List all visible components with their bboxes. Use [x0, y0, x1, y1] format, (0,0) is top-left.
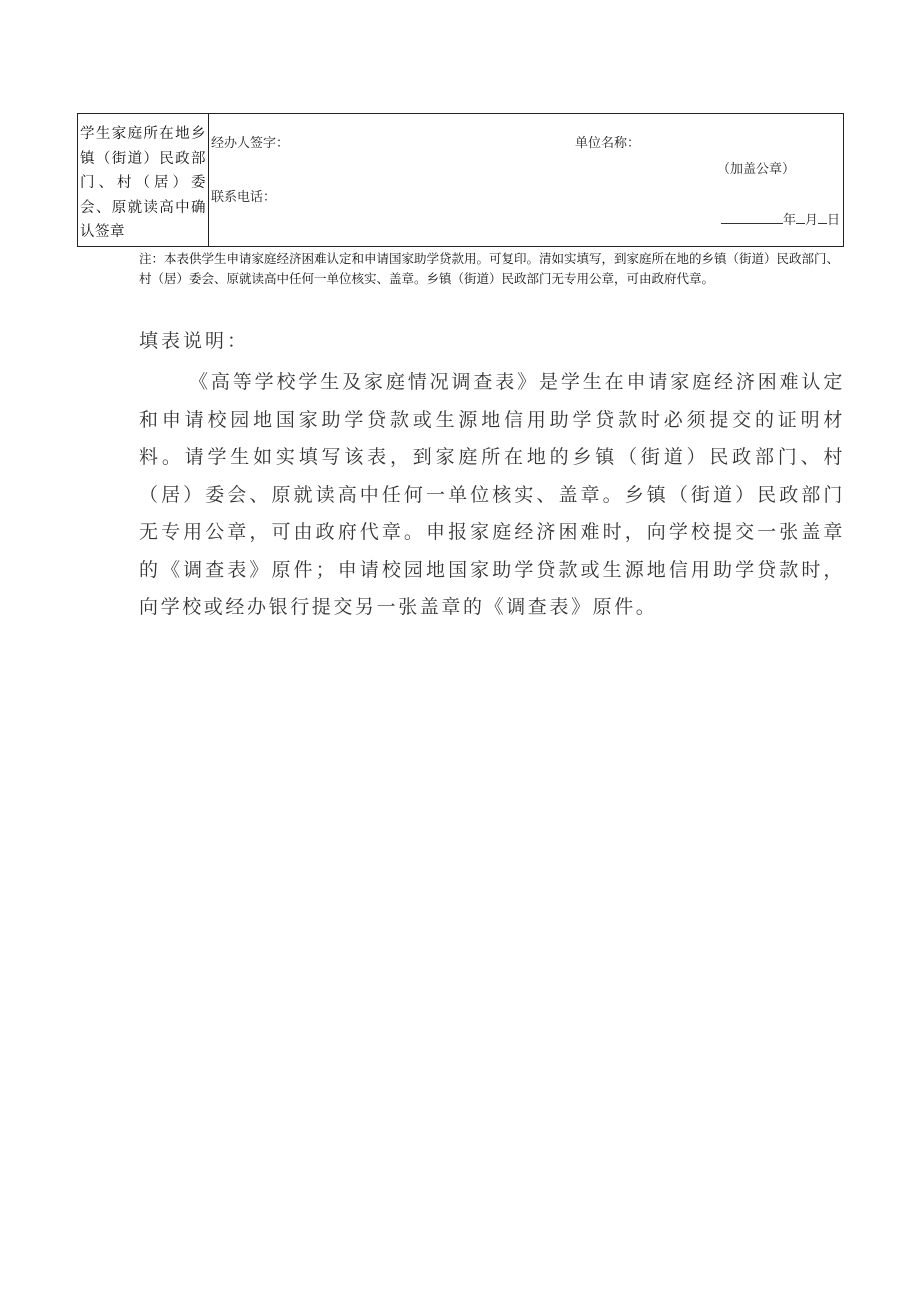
day-blank[interactable] — [818, 223, 827, 224]
month-label: 月 — [805, 213, 819, 228]
confirmation-fill-area — [209, 114, 843, 246]
day-label: 日 — [827, 213, 841, 228]
official-seal-note: （加盖公章） — [717, 162, 796, 177]
year-label: 年 — [783, 213, 797, 228]
phone-label: 联系电话： — [211, 190, 277, 205]
instructions-body: 《高等学校学生及家庭情况调查表》是学生在申请家庭经济困难认定和申请校园地国家助学贷款或生源地信用助学贷款时必须提交的证明材料。请学生如实填写该表，到家庭所在地的乡镇（街道）民政部门、村（居）委会、原就读高中任何一单位核实、盖章。乡镇（街道）民政部门无专用公章，可由政府代章。申报家庭经济困难时，向学校提交一张盖章的《调查表》原件；申请校园地国家助学贷款或生源地信用助学贷款时，向学校或经办银行提交另一张盖章的《调查表》原件。 — [139, 371, 845, 618]
instructions-title: 填表说明： — [139, 330, 250, 352]
month-blank[interactable] — [796, 223, 805, 224]
form-note: 注：本表供学生申请家庭经济困难认定和申请国家助学贷款用。可复印。清如实填写，到家庭所在地的乡镇（街道）民政部门、村（居）委会、原就读高中任何一单位核实、盖章。乡镇（街道）民政部门无专用公章，可由政府代章。 — [139, 251, 840, 286]
confirmation-table — [77, 113, 844, 247]
date-line — [721, 209, 840, 228]
handler-signature-label: 经办人签字： — [211, 136, 290, 151]
year-blank[interactable] — [721, 223, 783, 224]
unit-name-label: 单位名称： — [575, 136, 641, 151]
confirmation-row-label: 学生家庭所在地乡镇（街道）民政部门、村（居）委会、原就读高中确认签章 — [78, 114, 209, 246]
